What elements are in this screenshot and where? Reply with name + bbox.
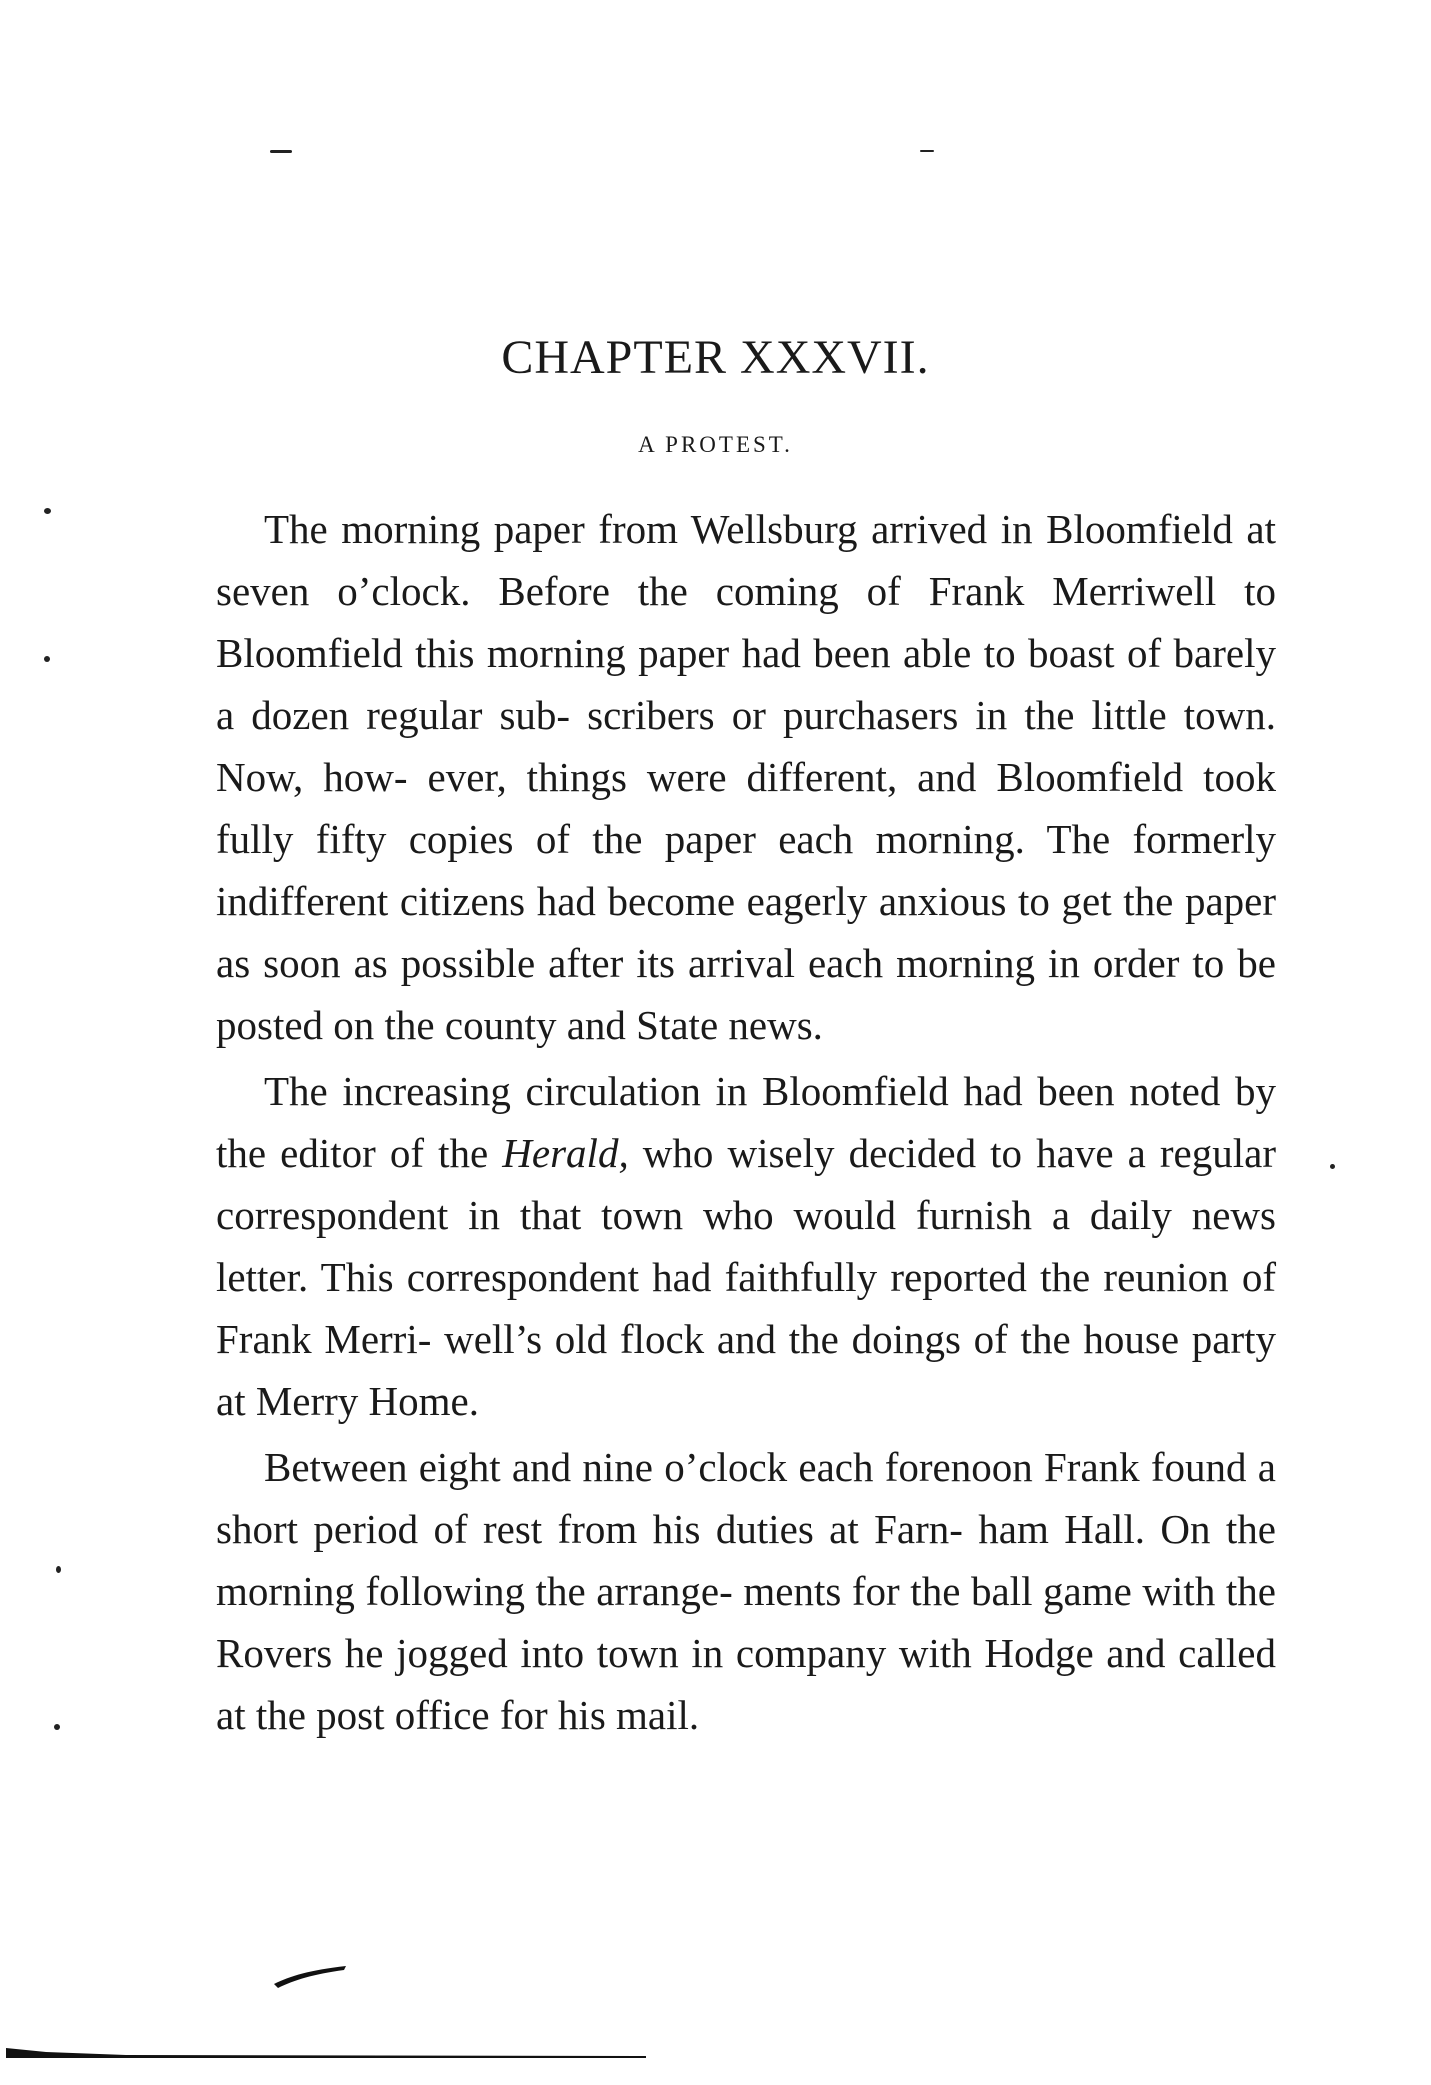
scan-speck xyxy=(920,150,934,152)
scan-speck xyxy=(1330,1164,1335,1169)
scan-speck xyxy=(56,1566,61,1573)
scan-speck xyxy=(54,1724,60,1730)
scan-speck xyxy=(44,508,51,514)
chapter-subtitle: A PROTEST. xyxy=(638,432,793,457)
paragraph-1 xyxy=(216,498,1276,1056)
chapter-body xyxy=(216,498,1276,1750)
scan-speck xyxy=(44,656,50,662)
paragraph-3 xyxy=(216,1436,1276,1746)
chapter-title: CHAPTER XXXVII. xyxy=(501,331,930,384)
paragraph-2-text-start: The increasing circulation in Bloomfield had been noted by the editor of the xyxy=(216,1068,1276,1176)
paragraph-3-text: Between eight and nine o’clock each forenoon Frank found a short period of rest from his duties at Farn- ham Hall. On the morning following the arrange- ments for the ball game with the Rovers he jogged into town in company with Hodge and called at the post office for his mail. xyxy=(216,1444,1276,1738)
scan-speck xyxy=(270,150,292,153)
paragraph-2-text-end: who wisely decided to have a regular correspondent in that town who would furnish a daily news letter. This correspondent had faithfully reported the reunion of Frank Merri- well’s old flock and the doings of the house party at Merry Home. xyxy=(216,1130,1276,1424)
bottom-page-rule xyxy=(6,2046,646,2058)
paragraph-2 xyxy=(216,1060,1276,1432)
newspaper-name: Herald, xyxy=(502,1130,629,1176)
paragraph-1-text: The morning paper from Wellsburg arrived in Bloomfield at seven o’clock. Before the coming of Frank Merriwell to Bloomfield this morning paper had been able to boast of barely a dozen regular sub- scribers or purchasers in the little town. Now, how- ever, things were different, and Bloomfield took fully fifty copies of the paper each morning. The formerly indifferent citizens had become eagerly anxious to get the paper as soon as possible after its arrival each morning in order to be posted on the county and State news. xyxy=(216,506,1276,1048)
ink-stroke-mark xyxy=(270,1962,350,1988)
